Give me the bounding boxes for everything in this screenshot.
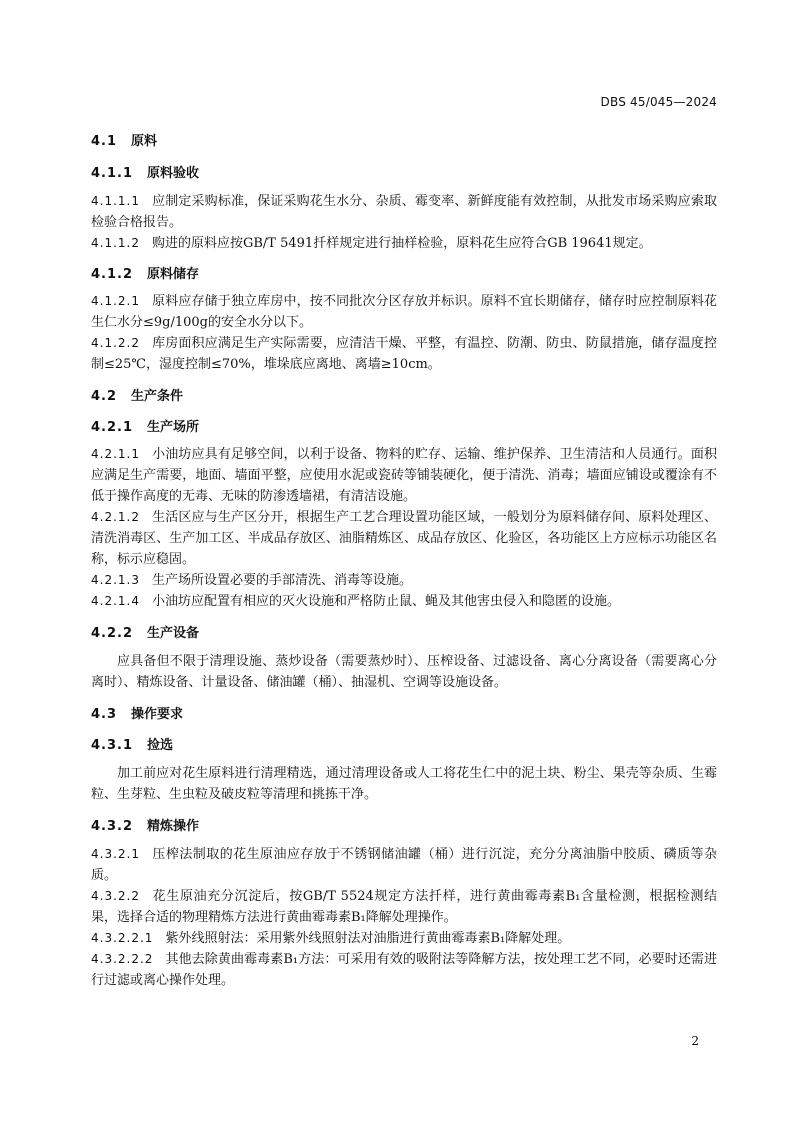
clause-text: 小油坊应配置有相应的灭火设施和严格防止鼠、蝇及其他害虫侵入和隐匿的设施。 [151,594,620,609]
section-title: 捡选 [147,738,174,753]
clause-paragraph [91,507,717,570]
clause-number: 4.2.1.2 [91,510,140,524]
section-heading [91,416,717,435]
clause-text: 购进的原料应按GB/T 5491扦样规定进行抽样检验，原料花生应符合GB 19641规定。 [151,236,652,251]
clause-paragraph [91,333,717,375]
section-title: 生产设备 [147,626,200,641]
section-number: 4.1 [91,134,118,149]
clause-text: 其他去除黄曲霉毒素B₁方法：可采用有效的吸附法等降解方法，按处理工艺不同，必要时还需进行过滤或离心操作处理。 [91,952,717,988]
section-number: 4.2 [91,389,118,404]
section-number: 4.3 [91,707,118,722]
section-heading [91,703,717,722]
clause-paragraph [91,928,717,949]
clause-number: 4.3.2.2.1 [91,931,154,945]
section-heading [91,263,717,282]
section-number: 4.3.2 [91,819,134,834]
clause-paragraph [91,291,717,333]
body-paragraph: 应具备但不限于清理设施、蒸炒设备（需要蒸炒时）、压榨设备、过滤设备、离心分离设备（需要离心分离时）、精炼设备、计量设备、储油罐（桶）、抽湿机、空调等设施设备。 [91,654,717,690]
section-number: 4.3.1 [91,738,134,753]
clause-number: 4.2.1.3 [91,573,140,587]
clause-text: 原料应存储于独立库房中，按不同批次分区存放并标识。原料不宜长期储存，储存时应控制原料花生仁水分≤9g/100g的安全水分以下。 [91,294,717,330]
clause-number: 4.3.2.2 [91,889,140,903]
clause-number: 4.1.1.2 [91,236,140,250]
section-heading [91,130,717,149]
body-paragraph: 加工前应对花生原料进行清理精选，通过清理设备或人工将花生仁中的泥土块、粉尘、果壳等杂质、生霉粒、生芽粒、生虫粒及破皮粒等清理和挑拣干净。 [91,766,717,802]
section-number: 4.2.1 [91,420,134,435]
clause-number: 4.2.1.4 [91,594,140,608]
clause-paragraph [91,886,717,928]
clause-paragraph [91,591,717,612]
clause-number: 4.1.1.1 [91,194,140,208]
section-title: 操作要求 [131,707,184,722]
clause-number: 4.2.1.1 [91,447,140,461]
clause-text: 压榨法制取的花生原油应存放于不锈钢储油罐（桶）进行沉淀，充分分离油脂中胶质、磷质等杂质。 [91,847,717,883]
clause-text: 库房面积应满足生产实际需要，应清洁干燥、平整，有温控、防潮、防虫、防鼠措施，储存温度控制≤25℃，湿度控制≤70%，堆垛底应离地、离墙≥10cm。 [91,336,717,372]
clause-paragraph [91,444,717,507]
section-number: 4.2.2 [91,626,134,641]
section-number: 4.1.2 [91,267,134,282]
section-heading [91,734,717,753]
section-heading [91,815,717,834]
document-header: DBS 45/045—2024 [600,95,717,109]
section-title: 原料储存 [147,267,200,282]
clause-text: 应制定采购标准，保证采购花生水分、杂质、霉变率、新鲜度能有效控制，从批发市场采购应索取检验合格报告。 [91,194,717,230]
clause-number: 4.3.2.2.2 [91,952,154,966]
page-number: 2 [691,1034,699,1048]
clause-number: 4.1.2.1 [91,294,140,308]
clause-text: 紫外线照射法：采用紫外线照射法对油脂进行黄曲霉毒素B₁降解处理。 [165,931,571,946]
document-body [91,130,717,991]
section-heading [91,622,717,641]
section-heading [91,162,717,181]
section-heading [91,385,717,404]
section-number: 4.1.1 [91,166,134,181]
clause-paragraph [91,949,717,991]
section-title: 精炼操作 [147,819,200,834]
section-title: 原料验收 [147,166,200,181]
clause-paragraph [91,191,717,233]
clause-number: 4.1.2.2 [91,336,140,350]
clause-text: 花生原油充分沉淀后，按GB/T 5524规定方法扦样，进行黄曲霉毒素B₁含量检测，根据检测结果，选择合适的物理精炼方法进行黄曲霉毒素B₁降解处理操作。 [91,889,717,925]
section-title: 原料 [131,134,158,149]
clause-text: 生活区应与生产区分开，根据生产工艺合理设置功能区域，一般划分为原料储存间、原料处理区、清洗消毒区、生产加工区、半成品存放区、油脂精炼区、成品存放区、化验区，各功能区上方应标示功能区名称，标示应稳固。 [91,510,717,567]
clause-paragraph [91,233,717,254]
clause-text: 生产场所设置必要的手部清洗、消毒等设施。 [151,573,412,588]
section-title: 生产场所 [147,420,200,435]
clause-number: 4.3.2.1 [91,847,140,861]
section-title: 生产条件 [131,389,184,404]
clause-text: 小油坊应具有足够空间，以利于设备、物料的贮存、运输、维护保养、卫生清洁和人员通行。面积应满足生产需要，地面、墙面平整，应使用水泥或瓷砖等铺装硬化，便于清洗、消毒；墙面应铺设或覆涂有不低于操作高度的无毒、无味的防渗透墙裙，有清洁设施。 [91,447,717,504]
clause-paragraph [91,570,717,591]
clause-paragraph [91,844,717,886]
